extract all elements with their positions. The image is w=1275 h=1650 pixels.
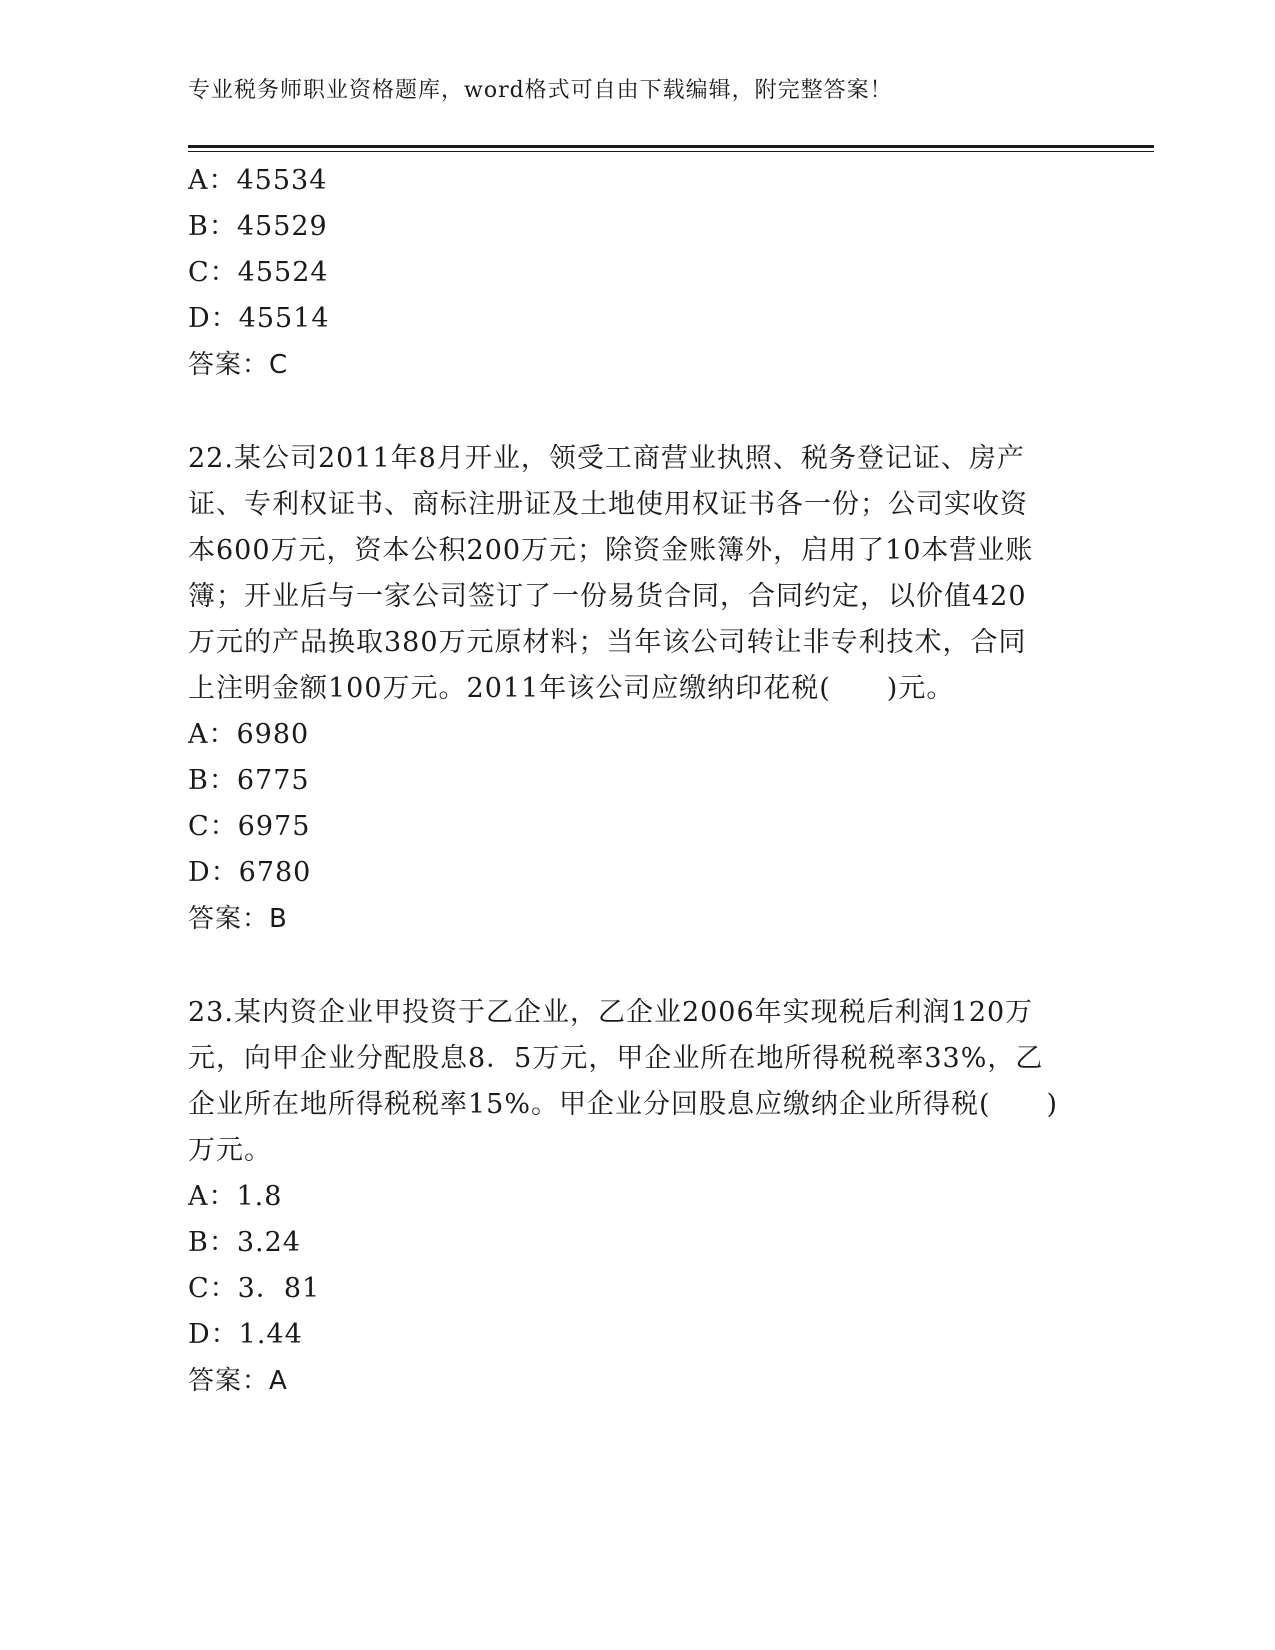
question-22-line-3: 本600万元，资本公积200万元；除资金账簿外，启用了10本营业账 [188,535,1034,566]
option-a: A：1.8 [188,1181,283,1212]
option-b: B：3.24 [188,1227,301,1258]
question-23-line-2: 元，向甲企业分配股息8．5万元，甲企业所在地所得税税率33%，乙 [188,1043,1044,1074]
question-23-answer: 答案：A [188,1366,288,1396]
document-body [188,158,1088,1404]
option-c: C：45524 [188,257,329,288]
question-23-line-1: 23.某内资企业甲投资于乙企业，乙企业2006年实现税后利润120万 [188,997,1034,1028]
question-22-line-4: 簿；开业后与一家公司签订了一份易货合同，合同约定，以价值420 [188,581,1027,612]
question-21-answer: 答案：C [188,350,289,380]
option-b: B：45529 [188,211,328,242]
header-rule-thick [188,145,1154,148]
option-b: B：6775 [188,765,310,796]
question-22-stem [188,436,1088,712]
question-23-line-3: 企业所在地所得税税率15%。甲企业分回股息应缴纳企业所得税( ) [188,1089,1059,1120]
question-22-line-2: 证、专利权证书、商标注册证及土地使用权证书各一份；公司实收资 [188,489,1028,520]
question-23-options [188,1174,1088,1358]
question-22-answer: 答案：B [188,904,288,934]
option-c: C：3．81 [188,1273,321,1304]
option-a: A：6980 [188,719,310,750]
spacer [188,942,1088,990]
option-d: D：6780 [188,857,312,888]
question-21-options [188,158,1088,342]
question-22-line-6: 上注明金额100万元。2011年该公司应缴纳印花税( )元。 [188,673,955,704]
header-rule-thin [188,151,1154,152]
question-23-stem [188,990,1088,1174]
question-23-line-4: 万元。 [188,1135,272,1166]
question-22-line-1: 22.某公司2011年8月开业，领受工商营业执照、税务登记证、房产 [188,443,1025,474]
question-22-options [188,712,1088,896]
option-d: D：45514 [188,303,330,334]
question-22-line-5: 万元的产品换取380万元原材料；当年该公司转让非专利技术，合同 [188,627,1027,658]
option-c: C：6975 [188,811,311,842]
page-header-text: 专业税务师职业资格题库，word格式可自由下载编辑，附完整答案！ [188,78,893,103]
option-a: A：45534 [188,165,328,196]
option-d: D：1.44 [188,1319,303,1350]
spacer [188,388,1088,436]
